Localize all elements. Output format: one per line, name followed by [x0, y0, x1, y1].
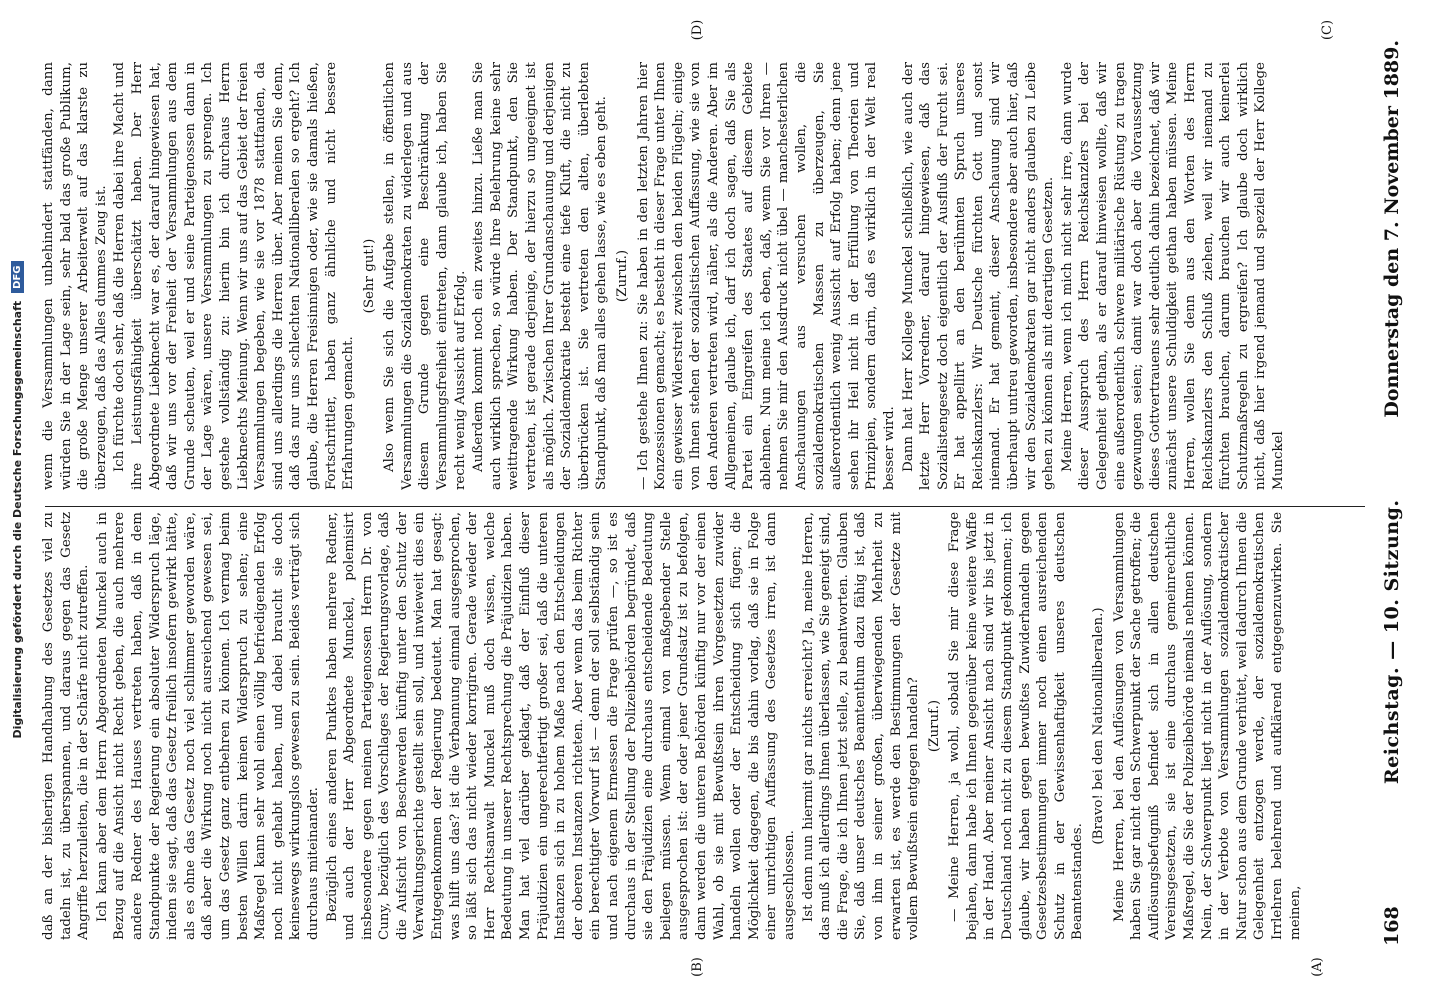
paragraph: wenn die Versammlungen unbehindert stattfänden, dann würden Sie in der Lage sein, sehr bald das große Publikum, die große Menge unserer Arbeiterwelt auf das klarste zu überzeugen, daß das Alles dummes Zeug ist. — [41, 62, 109, 490]
left-column — [40, 512, 1360, 940]
paragraph: — Meine Herren, ja wohl, sobald Sie mir diese Frage bejahen, dann habe ich Ihnen gegenüber keine weitere Waffe in der Hand. Aber meiner Ansicht nach sind wir bis jetzt in Deutschland noch nicht zu diesem Standpunkt gekommen; ich glaube, wir haben gegen bewußtes Zuwiderhandeln gegen Gesetzesbestimmungen immer noch einen ausreichenden Schutz in der Gewissenhaftigkeit unseres deutschen Beamtenstandes. — [947, 512, 1086, 940]
paragraph: Meine Herren, bei den Auflösungen von Versammlungen haben Sie gar nicht den Schwerpunkt der Sache getroffen; die Auflösungsbefugniß befindet sich in allen deutschen Vereinsgesetzen, sie ist eine durchaus gemeinrechtliche Maßregel, die Sie der Polizeibehörde niemals nehmen können. Nein, der Schwerpunkt liegt nicht in der Auflösung, sondern in der Verbote von Versammlungen sozialdemokratischer Natur schon aus dem Grunde verhütet, weil dadurch Ihnen die Gelegenheit entzogen werde, der sozialdemokratischen Irrlehren belehrend und aufklärend entgegenzuwirken. Sie meinen, — [1111, 512, 1303, 940]
paragraph: daß an der bisherigen Handhabung des Gesetzes viel zu tadeln ist, zu überspannen, und daraus gegen das Gesetz Angriffe herzuleiten, die in der Schärfe nicht zutreffen. — [41, 512, 92, 940]
right-column — [40, 62, 1360, 490]
margin-marker-c: (C) — [1320, 19, 1335, 41]
digitization-text: Digitalisierung gefördert durch die Deutsche Forschungsgemeinschaft — [10, 300, 24, 739]
session-date: Donnerstag den 7. November 1889. — [1381, 40, 1403, 418]
paragraph: Außerdem kommt noch ein zweites hinzu. Ließe man Sie auch wirklich sprechen, so würde Ihre Belehrung keine sehr weittragende Wirkung haben. Der Standpunkt, den Sie vertreten, ist gerade derjenige, der hierzu so ungeeignet ist als möglich. Zwischen Ihrer Grundanschauung und derjenigen der Sozialdemokratie besteht eine tiefe Kluft, die nicht zu überbrücken ist. Sie vertreten den alten, überlebten Standpunkt, daß man alles gehen lasse, wie es eben geht. — [471, 62, 610, 490]
paragraph: Meine Herren, wenn ich mich nicht sehr irre, dann wurde dieser Ausspruch des Herrn Reichskanzlers bei der Gelegenheit gethan, als er darauf hinweisen wollte, daß wir eine außerordentlich schwere militärische Rüstung zu tragen gezwungen seien; damit war doch aber die Voraussetzung dieses Gottvertrauens sehr deutlich dahin bezeichnet, daß wir zunächst unsere Schuldigkeit gethan haben müssen. Meine Herren, wollen Sie denn aus den Worten des Herrn Reichskanzlers den Schluß ziehen, weil wir niemand zu fürchten brauchen, darum brauchen wir auch keinerlei Schutzmaßregeln zu ergreifen? Ich glaube doch wirklich nicht, daß hier irgend jemand und speziell der Herr Kollege Munckel — [1059, 62, 1286, 490]
margin-marker-d: (D) — [690, 19, 705, 41]
dfg-logo: DFG — [11, 262, 24, 293]
interjection: (Bravo! bei den Nationalliberalen.) — [1091, 607, 1107, 845]
margin-marker-b: (B) — [690, 957, 705, 977]
paragraph: Also wenn Sie sich die Aufgabe stellen, in öffentlichen Versammlungen die Sozialdemokraten zu widerlegen und aus diesem Grunde gegen eine Beschränkung der Versammlungsfreiheit eintreten, dann glaube ich, haben Sie recht wenig Aussicht auf Erfolg. — [382, 62, 468, 490]
paragraph: Dann hat Herr Kollege Munckel schließlich, wie auch der letzte Herr Vorredner, darauf hingewiesen, daß das Sozialistengesetz doch eigentlich der Ausfluß der Furcht sei. Er hat appellirt an den berühmten Spruch unseres Reichskanzlers: Wir Deutsche fürchten Gott und sonst niemand. Er hat gemeint, dieser Anschauung sind wir überhaupt untreu geworden, insbesondere aber auch hier, daß wir den Sozialdemokraten gar nicht anders glauben zu Leibe gehen zu können als mit derartigen Gesetzen. — [900, 62, 1057, 490]
interjection: (Sehr gut!) — [361, 238, 377, 314]
column-divider — [45, 506, 1365, 507]
margin-marker-a: (A) — [1310, 957, 1325, 977]
session-title: Reichstag. — 10. Sitzung. — [1381, 499, 1403, 785]
interjection: (Zuruf.) — [615, 249, 630, 303]
paragraph: Ich kann aber dem Herrn Abgeordneten Munckel auch in Bezug auf die Ansicht nicht Recht geben, die auch mehrere andere Redner des Hauses vertreten haben, daß in dem Standpunkte der Regierung ein absoluter Widerspruch läge, indem sie sagt, daß das Gesetz freilich insofern gewirkt hätte, als es ohne das Gesetz noch viel schlimmer geworden wäre, daß aber die Wirkung noch nicht ausreichend gewesen sei, um das Gesetz ganz entbehren zu können. Ich vermag beim besten Willen darin keinen Widerspruch zu sehen; eine Maßregel kann sehr wohl einen völlig befriedigenden Erfolg noch nicht gehabt haben, und dabei braucht sie doch keineswegs wirkungslos gewesen zu sein. Beides verträgt sich durchaus miteinander. — [94, 512, 321, 940]
page-number: 168 — [1381, 906, 1403, 946]
paragraph: Ist denn nun hiermit gar nichts erreicht? Ja, meine Herren, das muß ich allerdings Ihnen überlassen, wie Sie geneigt sind, die Frage, die ich Ihnen jetzt stelle, zu beantworten. Glauben Sie, daß unser deutsches Beamtenthum dazu fähig ist, daß von ihm in seiner großen, überwiegenden Mehrheit zu erwarten ist, es werde den Bestimmungen der Gesetze mit vollem Bewußtsein entgegen handeln? — [800, 512, 922, 940]
paragraph: — Ich gestehe Ihnen zu: Sie haben in den letzten Jahren hier Konzessionen gemacht; es besteht in dieser Frage unter Ihnen ein gewisser Widerstreit zwischen den beiden Flügeln; einige von Ihnen stehen der sozialistischen Auffassung, wie sie von den Anderen vertreten wird, näher, als die Anderen. Aber im Allgemeinen, glaube ich, darf ich doch sagen, daß Sie als Partei ein Eingreifen des Staates auf diesem Gebiete ablehnen. Nun meine ich eben, daß, wenn Sie vor Ihren — nehmen Sie mir den Ausdruck nicht übel — manchesterlichen Anschauungen aus versuchen wollen, die sozialdemokratischen Massen zu überzeugen, Sie außerordentlich wenig Aussicht auf Erfolg haben; denn jene sehen ihr Heil nicht in der Erfüllung von Theorien und Prinzipien, sondern darin, daß es wirklich in der Welt real besser wird. — [635, 62, 897, 490]
paragraph: Bezüglich eines anderen Punktes haben mehrere Redner, und auch der Herr Abgeordnete Munckel, polemisirt insbesondere gegen meinen Parteigenossen Herrn Dr. von Cuny, bezüglich des Vorschlages der Regierungsvorlage, daß die Aufsicht von Beschwerden künftig unter den Schutz der Verwaltungsgerichte gestellt sein soll, und inwieweit dies ein Entgegenkommen der Regierung bedeutet. Man hat gesagt: was hilft uns das? ist die Verbannung einmal ausgesprochen, so läßt sich das nicht wieder korrigiren. Gerade wieder der Herr Rechtsanwalt Munckel muß doch wissen, welche Bedeutung in unserer Rechtsprechung die Präjudizien haben. Man hat viel darüber geklagt, daß der Einfluß dieser Präjudizien ein ungerechtfertigt großer sei, daß die unteren Instanzen sich in zu hohem Maße nach den Entscheidungen der oberen Instanzen richteten. Aber wenn das beim Richter ein berechtigter Vorwurf ist — denn der soll selbständig sein und nach eigenem Ermessen die Frage prüfen —, so ist es durchaus in der Stellung der Polizeibehörden begründet, daß sie den Präjudizien eine durchaus entscheidende Bedeutung beilegen müssen. Wenn einmal von maßgebender Stelle ausgesprochen ist: der oder jener Grundsatz ist zu befolgen, dann werden die unteren Behörden künftig nur vor der einen Wahl, ob sie mit Bewußtsein ihren Vorgesetzten zuwider handeln wollen oder der Entscheidung sich fügen; die Möglichkeit dagegen, die bis dahin vorlag, daß sie in Folge einer unrichtigen Auffassung des Gesetzes irren, ist dann ausgeschlossen. — [324, 512, 797, 940]
interjection: (Zuruf.) — [926, 699, 942, 753]
paragraph: Ich fürchte doch sehr, daß die Herren dabei ihre Macht und ihre Leistungsfähigkeit überschätzt haben. Der Herr Abgeordnete Liebknecht war es, der darauf hingewiesen hat, daß wir uns vor der Freiheit der Versammlungen aus dem Grunde scheuten, weil er und seine Parteigenossen dann in der Lage wären, unsere Versammlungen zu sprengen. Ich gestehe vollständig zu: hierin bin ich durchaus Herrn Liebknechts Meinung. Wenn wir uns auf das Gebiet der freien Versammlungen begeben, wie sie vor 1878 stattfanden, da sind uns allerdings die Herren über. Aber meinen Sie denn, daß das nur uns schlechten Nationalliberalen so ergeht? Ich glaube, die Herren Freisinnigen oder, wie sie damals hießen, Fortschrittler, haben ganz ähnliche und nicht bessere Erfahrungen gemacht. — [112, 62, 357, 490]
page-header — [1372, 40, 1412, 946]
digitization-credit — [8, 0, 26, 1000]
